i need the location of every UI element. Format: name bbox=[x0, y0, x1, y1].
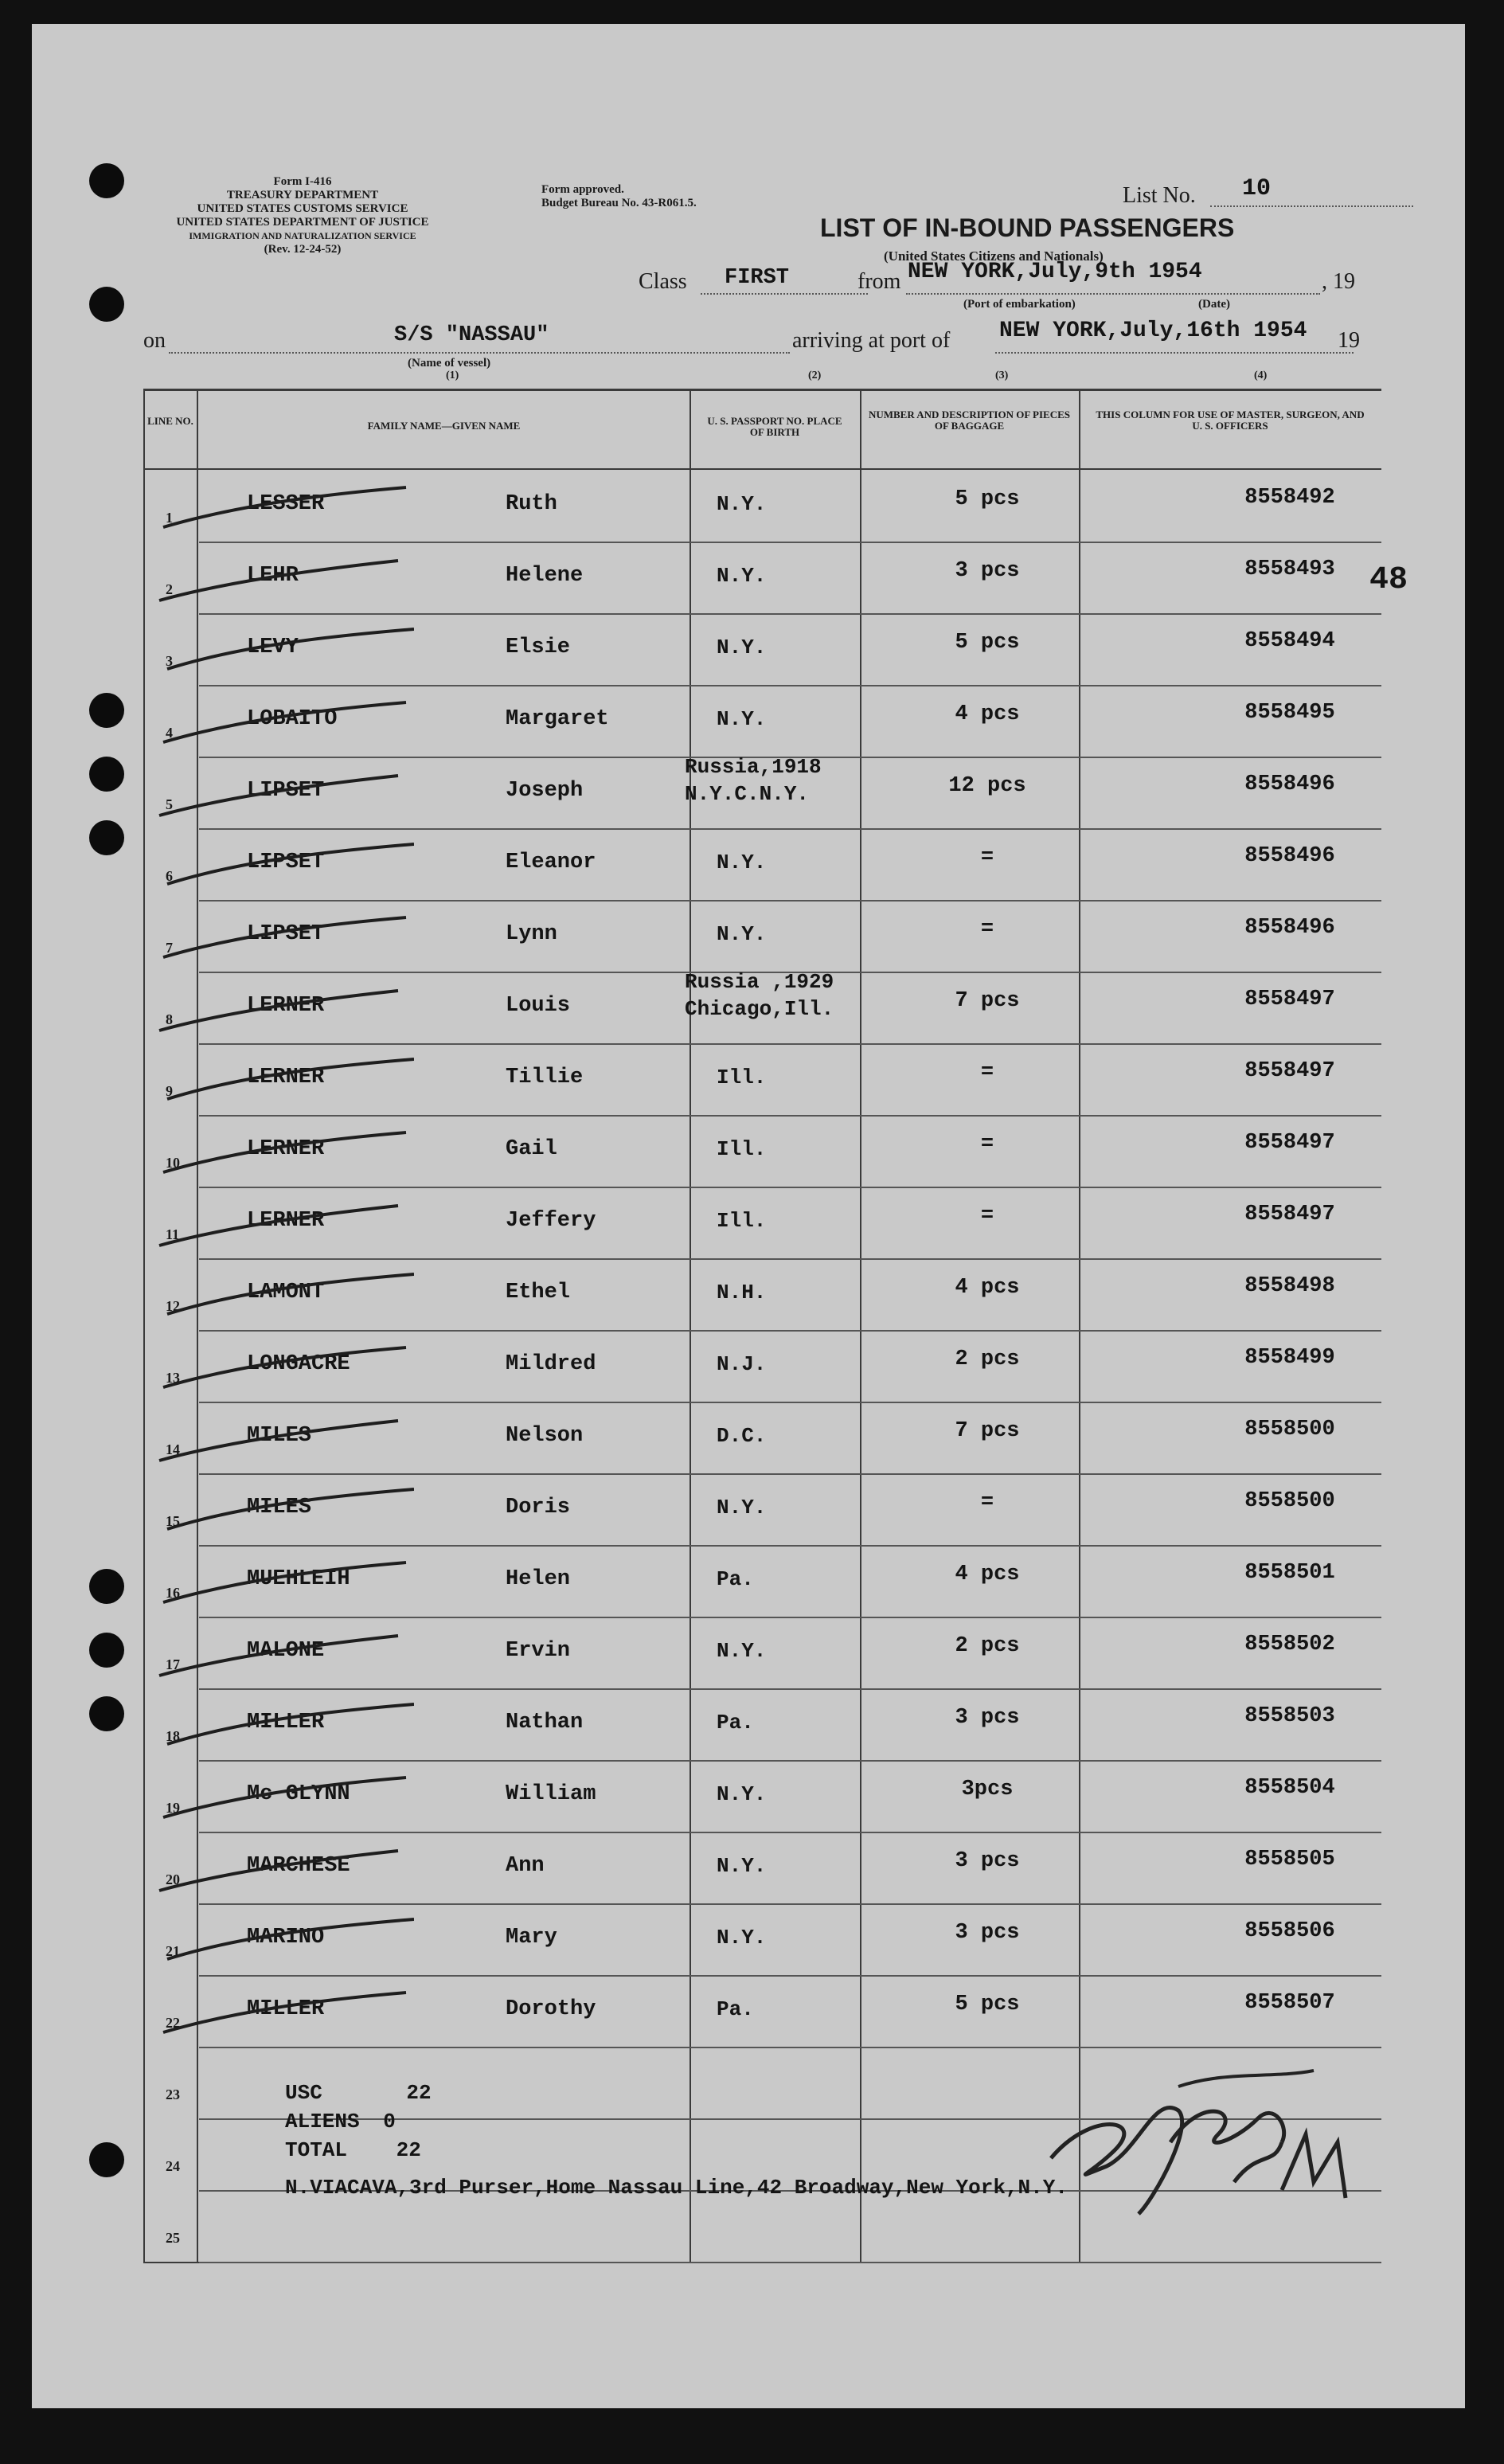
table-row bbox=[32, 1475, 1465, 1547]
baggage-count: 2 pcs bbox=[955, 1634, 1020, 1658]
aliens-label: ALIENS bbox=[285, 2110, 360, 2134]
line-number: 20 bbox=[166, 1871, 180, 1887]
table-row bbox=[32, 1045, 1465, 1117]
officer-number: 8558497 bbox=[1244, 1059, 1335, 1083]
line-number: 14 bbox=[166, 1441, 180, 1457]
line-number: 21 bbox=[166, 1943, 180, 1959]
place-of-birth-line-1: Russia ,1929 bbox=[685, 970, 834, 994]
officer-number: 8558496 bbox=[1244, 772, 1335, 796]
line-number: 24 bbox=[166, 2158, 180, 2174]
vessel-caption: (Name of vessel) bbox=[408, 357, 491, 370]
baggage-count: 5 pcs bbox=[955, 631, 1020, 655]
table-row bbox=[32, 1905, 1465, 1977]
line-number: 8 bbox=[166, 1011, 173, 1027]
form-approval bbox=[541, 183, 697, 210]
year-suffix-2: 19 bbox=[1338, 328, 1360, 353]
table-row bbox=[32, 1547, 1465, 1618]
place-of-birth: D.C. bbox=[717, 1424, 767, 1448]
given-name: Ethel bbox=[506, 1281, 571, 1304]
row-rule bbox=[199, 2262, 1381, 2263]
baggage-count: 2 pcs bbox=[955, 1347, 1020, 1371]
table-row bbox=[32, 1403, 1465, 1475]
table-row bbox=[32, 755, 1465, 830]
family-name: LEHR bbox=[247, 564, 299, 588]
baggage-count: 3pcs bbox=[961, 1778, 1014, 1801]
form-approved: Form approved. bbox=[541, 183, 624, 196]
arrival-port-date: NEW YORK,July,16th 1954 bbox=[999, 319, 1307, 343]
officer-number: 8558500 bbox=[1244, 1489, 1335, 1513]
baggage-count: 4 pcs bbox=[955, 1562, 1020, 1586]
family-name: LERNER bbox=[247, 994, 325, 1018]
place-of-birth bbox=[685, 968, 834, 1023]
family-name: LAMONT bbox=[247, 1281, 325, 1304]
line-number: 23 bbox=[166, 2087, 180, 2102]
punch-hole bbox=[89, 163, 124, 198]
line-number: 9 bbox=[166, 1083, 173, 1099]
budget-bureau: Budget Bureau No. 43-R061.5. bbox=[541, 197, 697, 209]
baggage-count: 3 pcs bbox=[955, 1921, 1020, 1945]
place-of-birth: N.Y. bbox=[717, 922, 767, 946]
place-of-birth: N.Y. bbox=[717, 564, 767, 588]
list-no-label: List No. bbox=[1123, 183, 1196, 208]
page-subtitle: (United States Citizens and Nationals) bbox=[884, 248, 1104, 264]
class-value: FIRST bbox=[725, 266, 790, 290]
officer-number: 8558494 bbox=[1244, 629, 1335, 653]
port-of-embarkation: NEW YORK,July,9th 1954 bbox=[908, 260, 1202, 284]
given-name: Nelson bbox=[506, 1424, 584, 1448]
family-name: LERNER bbox=[247, 1209, 325, 1233]
officer-number: 8558498 bbox=[1244, 1274, 1335, 1298]
officer-number: 8558500 bbox=[1244, 1418, 1335, 1441]
officer-number: 8558493 bbox=[1244, 557, 1335, 581]
class-label: Class bbox=[639, 269, 687, 294]
treasury-department: TREASURY DEPARTMENT bbox=[226, 189, 379, 201]
given-name: Ruth bbox=[506, 492, 557, 516]
line-number: 12 bbox=[166, 1298, 180, 1314]
line-number: 1 bbox=[166, 510, 173, 526]
baggage-count: = bbox=[980, 846, 994, 870]
given-name: Ervin bbox=[506, 1639, 571, 1663]
line-number: 4 bbox=[166, 725, 173, 741]
aliens-count: 0 bbox=[383, 2110, 396, 2134]
revision-date: (Rev. 12-24-52) bbox=[264, 243, 342, 256]
baggage-count: 4 pcs bbox=[955, 702, 1020, 726]
given-name: Helen bbox=[506, 1567, 571, 1591]
officer-number: 8558504 bbox=[1244, 1776, 1335, 1800]
family-name: MARCHESE bbox=[247, 1854, 350, 1878]
col-header-baggage: NUMBER AND DESCRIPTION OF PIECES OF BAGGAGE bbox=[868, 409, 1071, 432]
table-row bbox=[32, 615, 1465, 686]
baggage-count: 12 pcs bbox=[948, 774, 1026, 798]
line-number: 16 bbox=[166, 1585, 180, 1601]
place-of-birth: N.Y. bbox=[717, 636, 767, 659]
line-number: 22 bbox=[166, 2015, 180, 2031]
col-number-1: (1) bbox=[446, 370, 459, 381]
col-number-2: (2) bbox=[808, 370, 822, 381]
given-name: Tillie bbox=[506, 1066, 584, 1089]
given-name: Doris bbox=[506, 1496, 571, 1519]
usc-count: 22 bbox=[406, 2081, 432, 2105]
family-name: MILES bbox=[247, 1496, 312, 1519]
col-header-name: FAMILY NAME—GIVEN NAME bbox=[367, 420, 521, 432]
given-name: Dorothy bbox=[506, 1997, 596, 2021]
form-identification bbox=[131, 175, 474, 256]
family-name: MILLER bbox=[247, 1997, 325, 2021]
family-name: LERNER bbox=[247, 1137, 325, 1161]
officer-number: 8558503 bbox=[1244, 1704, 1335, 1728]
table-row bbox=[32, 686, 1465, 758]
place-of-birth: Pa. bbox=[717, 1567, 754, 1591]
place-of-birth: N.Y. bbox=[717, 1496, 767, 1519]
officer-number: 8558499 bbox=[1244, 1346, 1335, 1370]
baggage-count: 7 pcs bbox=[955, 989, 1020, 1013]
table-row bbox=[32, 1618, 1465, 1690]
place-of-birth: N.Y. bbox=[717, 492, 767, 516]
place-of-birth: Pa. bbox=[717, 1997, 754, 2021]
from-label: from bbox=[857, 269, 901, 294]
given-name: Eleanor bbox=[506, 851, 596, 874]
officer-number: 8558497 bbox=[1244, 988, 1335, 1011]
place-of-birth: Ill. bbox=[717, 1137, 767, 1161]
table-row bbox=[32, 1762, 1465, 1833]
on-label: on bbox=[143, 328, 166, 353]
col-header-officers: THIS COLUMN FOR USE OF MASTER, SURGEON, AND U. S. OFFICERS bbox=[1096, 409, 1365, 432]
customs-service: UNITED STATES CUSTOMS SERVICE bbox=[197, 202, 408, 215]
family-name: LEVY bbox=[247, 636, 299, 659]
table-row bbox=[32, 1833, 1465, 1905]
baggage-count: = bbox=[980, 1132, 994, 1156]
baggage-count: 4 pcs bbox=[955, 1276, 1020, 1300]
place-of-birth: N.J. bbox=[717, 1352, 767, 1376]
justice-department: UNITED STATES DEPARTMENT OF JUSTICE bbox=[176, 216, 429, 229]
table-row bbox=[32, 830, 1465, 902]
list-no-value: 10 bbox=[1242, 175, 1272, 202]
table-row bbox=[32, 543, 1465, 615]
place-of-birth: Ill. bbox=[717, 1209, 767, 1233]
col-number-4: (4) bbox=[1254, 370, 1268, 381]
baggage-count: 5 pcs bbox=[955, 1993, 1020, 2016]
year-suffix: , 19 bbox=[1322, 269, 1355, 294]
line-number: 3 bbox=[166, 653, 173, 669]
given-name: Mary bbox=[506, 1926, 557, 1950]
family-name: LESSER bbox=[247, 492, 325, 516]
table-row bbox=[32, 1332, 1465, 1403]
line-number: 15 bbox=[166, 1513, 180, 1529]
total-label: TOTAL bbox=[285, 2138, 348, 2162]
totals-block bbox=[285, 2079, 432, 2165]
vessel-name: S/S "NASSAU" bbox=[394, 323, 549, 347]
place-of-birth: Pa. bbox=[717, 1711, 754, 1735]
table-row bbox=[32, 1977, 1465, 2048]
given-name: Gail bbox=[506, 1137, 557, 1161]
given-name: William bbox=[506, 1782, 596, 1806]
line-number: 2 bbox=[166, 581, 173, 597]
place-of-birth: Ill. bbox=[717, 1066, 767, 1089]
place-of-birth: N.Y. bbox=[717, 851, 767, 874]
family-name: Mc GLYNN bbox=[247, 1782, 350, 1806]
punch-hole bbox=[89, 287, 124, 322]
family-name: LIPSET bbox=[247, 851, 325, 874]
table-row bbox=[32, 1260, 1465, 1332]
form-number: Form I-416 bbox=[273, 175, 332, 188]
col-header-line-no: LINE NO. bbox=[147, 415, 193, 427]
officer-number: 8558505 bbox=[1244, 1848, 1335, 1871]
line-number: 17 bbox=[166, 1656, 180, 1672]
given-name: Nathan bbox=[506, 1711, 584, 1735]
baggage-count: 3 pcs bbox=[955, 1706, 1020, 1730]
family-name: LONGACRE bbox=[247, 1352, 350, 1376]
place-of-birth: N.Y. bbox=[717, 1926, 767, 1950]
line-number: 10 bbox=[166, 1155, 180, 1171]
baggage-count: 3 pcs bbox=[955, 559, 1020, 583]
line-number: 19 bbox=[166, 1800, 180, 1816]
purser-signature-line: N.VIACAVA,3rd Purser,Home Nassau Line,42 Broadway,New York,N.Y. bbox=[285, 2176, 1068, 2200]
place-of-birth bbox=[685, 753, 822, 808]
table-row bbox=[32, 471, 1465, 543]
family-name: LIPSET bbox=[247, 922, 325, 946]
line-number: 5 bbox=[166, 796, 173, 812]
officer-number: 8558506 bbox=[1244, 1919, 1335, 1943]
baggage-count: = bbox=[980, 1061, 994, 1085]
officer-number: 8558496 bbox=[1244, 916, 1335, 940]
family-name: MILES bbox=[247, 1424, 312, 1448]
given-name: Joseph bbox=[506, 779, 584, 803]
place-of-birth: N.Y. bbox=[717, 1639, 767, 1663]
col-header-passport: U. S. PASSPORT NO. PLACE OF BIRTH bbox=[707, 415, 842, 438]
arriving-label: arriving at port of bbox=[792, 328, 951, 353]
baggage-count: = bbox=[980, 917, 994, 941]
given-name: Elsie bbox=[506, 636, 571, 659]
given-name: Louis bbox=[506, 994, 571, 1018]
table-row bbox=[32, 1690, 1465, 1762]
place-of-birth: N.Y. bbox=[717, 707, 767, 731]
line-number: 25 bbox=[166, 2230, 180, 2246]
officer-number: 8558501 bbox=[1244, 1561, 1335, 1585]
officer-number: 8558502 bbox=[1244, 1633, 1335, 1656]
page-title: LIST OF IN-BOUND PASSENGERS bbox=[820, 213, 1235, 242]
family-name: LOBAITO bbox=[247, 707, 338, 731]
line-number: 7 bbox=[166, 940, 173, 956]
table-row bbox=[32, 902, 1465, 973]
date-caption: (Date) bbox=[1198, 298, 1230, 311]
table-row bbox=[32, 970, 1465, 1045]
given-name: Ann bbox=[506, 1854, 545, 1878]
family-name: MARINO bbox=[247, 1926, 325, 1950]
given-name: Jeffery bbox=[506, 1209, 596, 1233]
margin-page-number: 48 bbox=[1369, 562, 1408, 598]
line-number: 18 bbox=[166, 1728, 180, 1744]
usc-label: USC bbox=[285, 2081, 322, 2105]
given-name: Mildred bbox=[506, 1352, 596, 1376]
port-caption: (Port of embarkation) bbox=[963, 298, 1076, 311]
line-number: 13 bbox=[166, 1370, 180, 1386]
document-page bbox=[32, 24, 1465, 2408]
place-of-birth: N.Y. bbox=[717, 1782, 767, 1806]
table-row bbox=[32, 1117, 1465, 1188]
baggage-count: 3 pcs bbox=[955, 1849, 1020, 1873]
place-of-birth-line-2: N.Y.C.N.Y. bbox=[685, 782, 810, 806]
officer-number: 8558492 bbox=[1244, 486, 1335, 510]
baggage-count: 7 pcs bbox=[955, 1419, 1020, 1443]
col-number-3: (3) bbox=[995, 370, 1009, 381]
baggage-count: = bbox=[980, 1491, 994, 1515]
officer-number: 8558497 bbox=[1244, 1203, 1335, 1226]
place-of-birth: N.Y. bbox=[717, 1854, 767, 1878]
family-name: MILLER bbox=[247, 1711, 325, 1735]
line-number: 6 bbox=[166, 868, 173, 884]
family-name: MALONE bbox=[247, 1639, 325, 1663]
officer-number: 8558507 bbox=[1244, 1991, 1335, 2015]
total-count: 22 bbox=[396, 2138, 421, 2162]
place-of-birth-line-1: Russia,1918 bbox=[685, 755, 822, 779]
place-of-birth: N.H. bbox=[717, 1281, 767, 1304]
table-row bbox=[32, 1188, 1465, 1260]
officer-number: 8558496 bbox=[1244, 844, 1335, 868]
given-name: Lynn bbox=[506, 922, 557, 946]
given-name: Margaret bbox=[506, 707, 609, 731]
baggage-count: 5 pcs bbox=[955, 487, 1020, 511]
line-number: 11 bbox=[166, 1226, 180, 1242]
place-of-birth-line-2: Chicago,Ill. bbox=[685, 997, 834, 1021]
officer-number: 8558495 bbox=[1244, 701, 1335, 725]
family-name: LIPSET bbox=[247, 779, 325, 803]
baggage-count: = bbox=[980, 1204, 994, 1228]
family-name: MUEHLEIH bbox=[247, 1567, 350, 1591]
officer-signature bbox=[1019, 2063, 1401, 2222]
family-name: LERNER bbox=[247, 1066, 325, 1089]
given-name: Helene bbox=[506, 564, 584, 588]
officer-number: 8558497 bbox=[1244, 1131, 1335, 1155]
ins-service: IMMIGRATION AND NATURALIZATION SERVICE bbox=[189, 230, 416, 241]
